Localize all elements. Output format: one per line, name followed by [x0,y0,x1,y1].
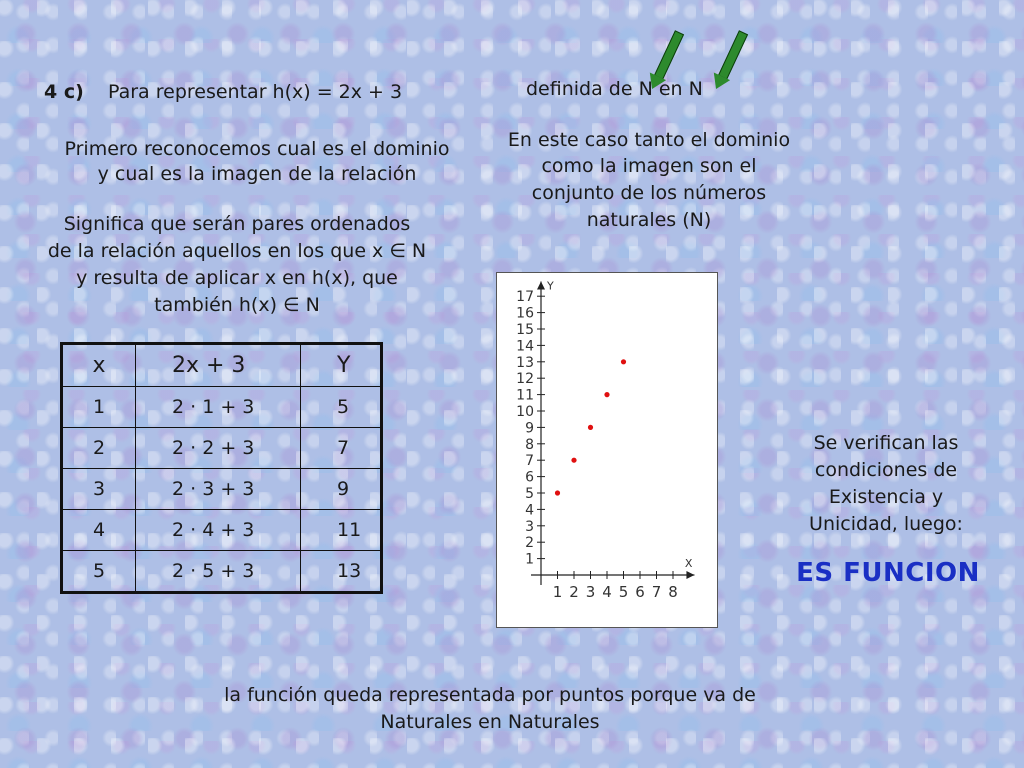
y-tick-label: 3 [525,518,534,535]
table-header-cell: Y [301,344,382,387]
y-axis-arrow-icon [537,281,545,289]
y-tick-label: 17 [516,289,534,306]
x-tick-label: 5 [618,583,629,601]
x-axis-label: X [684,557,693,570]
x-tick-label: 8 [668,583,678,601]
table-cell: 4 [62,510,136,551]
conclusion-line: Se verifican las [813,432,959,454]
pairs-line: y resulta de aplicar x en h(x), que [76,267,398,289]
values-table [60,342,383,594]
side-note-line: En este caso tanto el dominio [507,129,791,151]
item-label: 4 c) [44,81,84,103]
table-cell: 2 [62,428,136,469]
side-note-line: como la imagen son el [541,155,757,177]
y-tick-label: 15 [516,322,534,338]
table-cell: 2 · 1 + 3 [136,387,301,428]
down-arrow-icon [654,30,684,80]
table-cell: 5 [62,551,136,593]
down-arrow-icon [718,30,748,80]
table-header-row [62,344,382,387]
explanation-line: y cual es la imagen de la relación [97,163,417,185]
explanation-line: Primero reconocemos cual es el dominio [64,138,450,160]
data-point [571,458,576,463]
conclusion-line: condiciones de [814,459,958,481]
result-label: ES FUNCION [796,558,980,588]
table-row [62,428,382,469]
y-axis-label: Y [547,279,554,293]
data-point [604,392,609,397]
footer-line: la función queda representada por puntos porque va de [224,684,756,706]
table-header-cell: 2x + 3 [136,344,301,387]
y-tick-label: 6 [525,469,534,486]
x-tick-label: 6 [635,583,645,601]
y-tick-label: 4 [525,502,534,519]
data-point [555,490,560,495]
y-tick-label: 1 [525,551,534,568]
y-tick-label: 9 [525,420,534,437]
table-cell: 1 [62,387,136,428]
domain-note: definida de N en N [526,78,703,100]
y-tick-label: 13 [516,354,534,371]
y-tick-label: 7 [525,453,534,470]
graph-panel [496,272,718,628]
intro-text: Para representar h(x) = 2x + 3 [108,81,403,103]
x-tick-label: 2 [569,583,579,601]
x-axis-arrow-icon [686,571,694,579]
table-row [62,469,382,510]
x-tick-label: 7 [651,583,662,601]
y-tick-label: 5 [525,486,534,502]
table-cell: 2 · 5 + 3 [136,551,301,593]
side-note-line: naturales (N) [586,209,712,231]
data-point [621,359,626,364]
y-tick-label: 2 [525,535,534,552]
table-row [62,551,382,593]
side-note-line: conjunto de los números [531,182,767,204]
table-cell: 3 [62,469,136,510]
table-cell: 2 · 3 + 3 [136,469,301,510]
table-cell: 2 · 2 + 3 [136,428,301,469]
table-cell: 2 · 4 + 3 [136,510,301,551]
footer-line: Naturales en Naturales [380,711,600,733]
pairs-line: Significa que serán pares ordenados [63,213,411,235]
y-tick-label: 11 [516,387,534,404]
table-cell: 9 [301,469,382,510]
pairs-line: de la relación aquellos en los que x ∈ N [47,240,427,262]
y-tick-label: 16 [516,305,534,322]
x-tick-label: 3 [585,583,596,601]
conclusion-line: Existencia y [828,486,944,508]
table-cell: 5 [301,387,382,428]
conclusion-line: Unicidad, luego: [809,513,963,535]
x-tick-label: 1 [552,583,563,601]
table-header-cell: x [62,344,136,387]
table-cell: 7 [301,428,382,469]
table-row [62,387,382,428]
data-point [588,425,593,430]
table-cell: 11 [301,510,382,551]
x-tick-label: 4 [602,583,612,601]
pairs-line: también h(x) ∈ N [154,294,320,316]
scatter-chart [497,273,717,627]
table-row [62,510,382,551]
y-tick-label: 14 [516,338,534,355]
table-cell: 13 [301,551,382,593]
y-tick-label: 8 [525,436,534,453]
y-tick-label: 12 [516,371,534,388]
y-tick-label: 10 [516,404,534,420]
